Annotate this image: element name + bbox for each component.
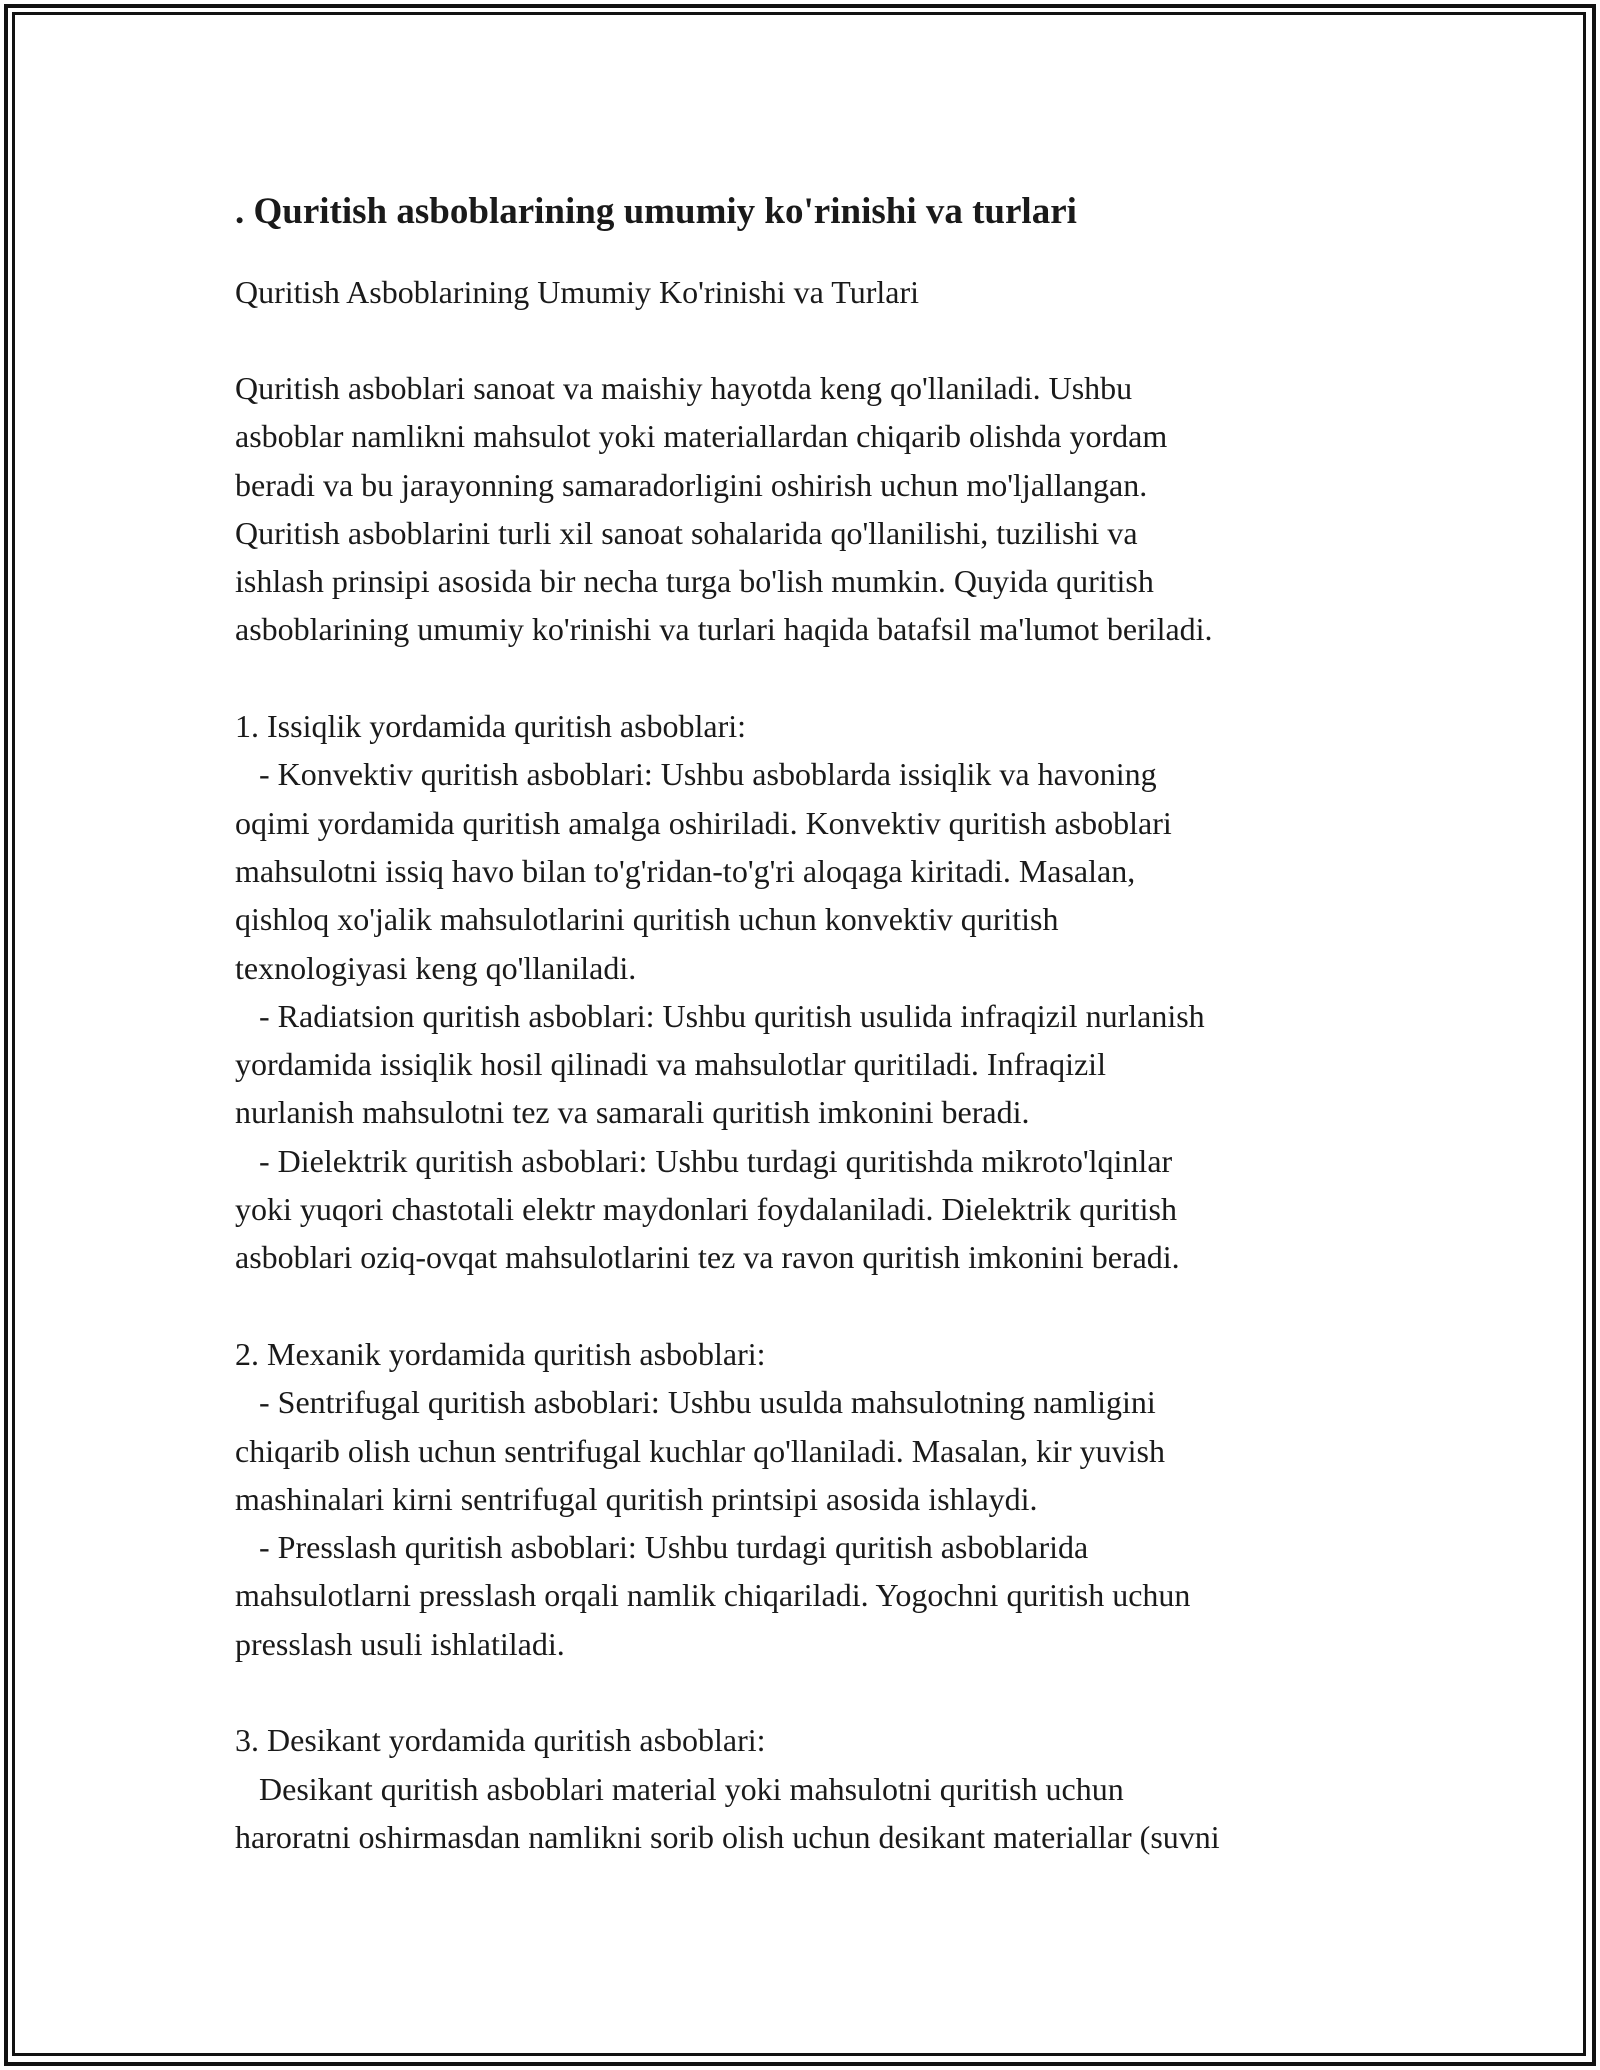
body-line: qishloq xo'jalik mahsulotlarini quritish uchun konvektiv quritish — [235, 901, 1059, 938]
body-line: presslash usuli ishlatiladi. — [235, 1625, 565, 1662]
body-line: - Presslash quritish asboblari: Ushbu turdagi quritish asboblarida — [235, 1529, 1089, 1566]
body-line: 2. Mexanik yordamida quritish asboblari: — [235, 1335, 766, 1372]
blank-line — [235, 1668, 1375, 1716]
blank-line — [235, 654, 1375, 702]
body-line: mahsulotlarni presslash orqali namlik chiqariladi. Yogochni quritish uchun — [235, 1577, 1191, 1614]
body-line: - Sentrifugal quritish asboblari: Ushbu usulda mahsulotning namligini — [235, 1384, 1156, 1421]
body-line: yordamida issiqlik hosil qilinadi va mahsulotlar quritiladi. Infraqizil — [235, 1046, 1106, 1083]
body-line: asboblari oziq-ovqat mahsulotlarini tez va ravon quritish imkonini beradi. — [235, 1239, 1180, 1276]
document-title: . Quritish asboblarining umumiy ko'rinishi va turlari — [235, 191, 1077, 232]
body-line: 3. Desikant yordamida quritish asboblari: — [235, 1722, 766, 1759]
body-line: Quritish asboblari sanoat va maishiy hayotda keng qo'llaniladi. Ushbu — [235, 370, 1133, 406]
body-line: haroratni oshirmasdan namlikni sorib olish uchun desikant materiallar (suvni — [235, 1818, 1220, 1855]
body-line: - Konvektiv quritish asboblari: Ushbu asboblarda issiqlik va havoning — [235, 756, 1157, 793]
body-line: oqimi yordamida quritish amalga oshiriladi. Konvektiv quritish asboblari — [235, 804, 1172, 841]
body-line: ishlash prinsipi asosida bir necha turga bo'lish mumkin. Quyida quritish — [235, 563, 1154, 600]
document-subtitle: Quritish Asboblarining Umumiy Ko'rinishi va Turlari — [235, 274, 919, 310]
body-line: mashinalari kirni sentrifugal quritish printsipi asosida ishlaydi. — [235, 1480, 1038, 1517]
body-line: texnologiyasi keng qo'llaniladi. — [235, 949, 637, 986]
body-line: nurlanish mahsulotni tez va samarali quritish imkonini beradi. — [235, 1094, 1030, 1131]
blank-line — [235, 1282, 1375, 1330]
body-line: Quritish asboblarini turli xil sanoat sohalarida qo'llanilishi, tuzilishi va — [235, 514, 1138, 551]
body-line: - Radiatsion quritish asboblari: Ushbu quritish usulida infraqizil nurlanish — [235, 997, 1205, 1034]
document-body — [235, 364, 1375, 1861]
body-line: asboblarining umumiy ko'rinishi va turlari haqida batafsil ma'lumot beriladi. — [235, 611, 1213, 648]
body-line: 1. Issiqlik yordamida quritish asboblari: — [235, 708, 747, 745]
body-line: chiqarib olish uchun sentrifugal kuchlar qo'llaniladi. Masalan, kir yuvish — [235, 1432, 1165, 1469]
body-line: asboblar namlikni mahsulot yoki materiallardan chiqarib olishda yordam — [235, 418, 1168, 455]
body-line: - Dielektrik quritish asboblari: Ushbu turdagi quritishda mikroto'lqinlar — [235, 1142, 1173, 1179]
body-line: Desikant quritish asboblari material yoki mahsulotni quritish uchun — [235, 1770, 1124, 1807]
body-line: yoki yuqori chastotali elektr maydonlari foydalaniladi. Dielektrik quritish — [235, 1191, 1177, 1228]
body-line: mahsulotni issiq havo bilan to'g'ridan-to'g'ri aloqaga kiritadi. Masalan, — [235, 852, 1136, 889]
body-line: beradi va bu jarayonning samaradorligini oshirish uchun mo'ljallangan. — [235, 466, 1148, 503]
